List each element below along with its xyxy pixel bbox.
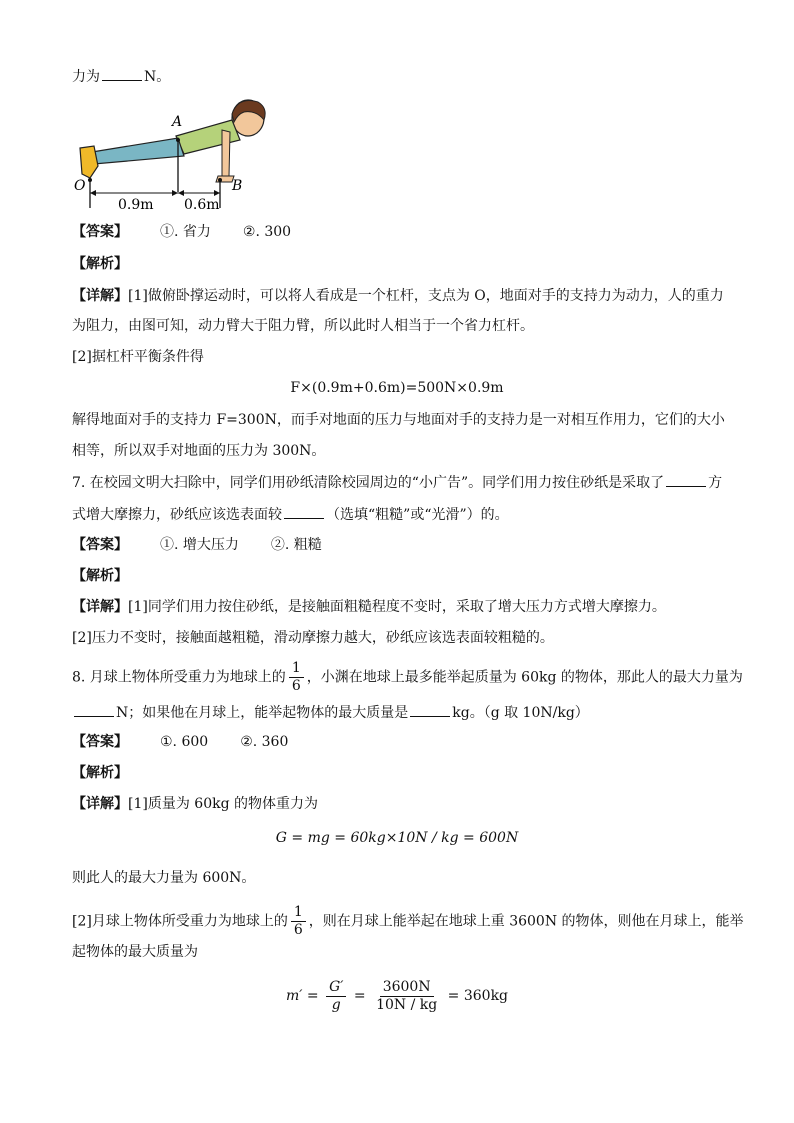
q7-detail-text-1: [1]同学们用力按住砂纸，是接触面粗糙程度不变时，采取了增大压力方式增大摩擦力。 bbox=[128, 599, 666, 615]
q7-answer-1: ①. 增大压力 bbox=[160, 537, 239, 553]
q8-detail-text-3a: [2]月球上物体所受重力为地球上的 bbox=[72, 913, 288, 930]
q8-formula-1: G = mg = 60kg×10N / kg = 600N bbox=[275, 830, 519, 846]
one-sixth-fraction bbox=[291, 904, 306, 939]
q6-formula: F×(0.9m+0.6m)=500N×0.9m bbox=[290, 380, 504, 396]
formula-equals: = bbox=[353, 988, 366, 1004]
q7-stem-line-1 bbox=[72, 472, 722, 493]
detail-tag: 【详解】 bbox=[72, 599, 128, 615]
answer-tag: 【答案】 bbox=[72, 734, 128, 750]
intro-text: 力为 bbox=[72, 69, 100, 85]
q7-detail-line-2: [2]压力不变时，接触面越粗糙，滑动摩擦力越大，砂纸应该选表面较粗糙的。 bbox=[72, 630, 554, 646]
q8-stem-line-2 bbox=[72, 702, 589, 723]
q8-detail-line-1 bbox=[72, 794, 318, 814]
q8-detail-text-1: [1]质量为 60kg 的物体重力为 bbox=[128, 796, 318, 812]
formula-rhs: = 360kg bbox=[447, 988, 509, 1004]
formula-value-fraction bbox=[373, 979, 440, 1014]
q7-answer-2: ②. 粗糙 bbox=[270, 537, 322, 553]
detail-tag: 【详解】 bbox=[72, 288, 128, 304]
detail-tag: 【详解】 bbox=[72, 796, 128, 812]
q6-answer-2: ②. 300 bbox=[242, 224, 292, 240]
answer-tag: 【答案】 bbox=[72, 224, 128, 240]
formula-g-numerator: G′ bbox=[326, 979, 346, 997]
q6-detail-line-1 bbox=[72, 286, 724, 306]
figure-shirt bbox=[176, 120, 240, 154]
analysis-tag: 【解析】 bbox=[72, 568, 128, 584]
arrow-b-left bbox=[214, 190, 220, 196]
q8-answer-1: ①. 600 bbox=[160, 734, 209, 750]
q7-detail-line-1 bbox=[72, 597, 666, 617]
figure-arm bbox=[222, 130, 230, 176]
q7-stem-text-2b: （选填“粗糙”或“光滑”）的。 bbox=[326, 507, 509, 523]
intro-line bbox=[72, 66, 170, 87]
fraction-denominator: 6 bbox=[293, 922, 303, 938]
one-sixth-fraction bbox=[289, 660, 304, 695]
q6-detail-line-5: 相等，所以双手对地面的压力为 300N。 bbox=[72, 443, 326, 459]
q8-stem-text-1a: 8. 月球上物体所受重力为地球上的 bbox=[72, 669, 286, 686]
q7-answer-row bbox=[72, 535, 322, 555]
q6-detail-line-2: 为阻力，由图可知，动力臂大于阻力臂，所以此时人相当于一个省力杠杆。 bbox=[72, 318, 534, 334]
q8-detail-line-4: 起物体的最大质量为 bbox=[72, 944, 198, 960]
q8-stem-text-2a: N；如果他在月球上，能举起物体的最大质量是 bbox=[116, 705, 409, 721]
q8-detail-line-2: 则此人的最大力量为 600N。 bbox=[72, 870, 256, 886]
label-d2: 0.6m bbox=[184, 197, 220, 213]
formula-g-fraction bbox=[326, 979, 346, 1014]
formula-denominator: 10N / kg bbox=[376, 996, 438, 1013]
q8-answer-2: ②. 360 bbox=[240, 734, 289, 750]
q6-answer-row bbox=[72, 222, 291, 242]
figure-legs bbox=[92, 138, 184, 164]
q8-stem-text-2b: kg。（g 取 10N/kg） bbox=[452, 705, 589, 721]
q8-blank-1 bbox=[74, 702, 114, 717]
pushup-figure bbox=[72, 96, 292, 216]
q8-blank-2 bbox=[410, 702, 450, 717]
q7-blank-1 bbox=[666, 472, 706, 487]
q7-stem-line-2 bbox=[72, 504, 509, 525]
q8-stem-text-1b: ，小渊在地球上最多能举起质量为 60kg 的物体，那此人的最大力量为 bbox=[306, 669, 743, 686]
q8-detail-text-3b: ，则在月球上能举起在地球上重 3600N 的物体，则他在月球上，能举 bbox=[308, 913, 744, 930]
figure-shoes bbox=[80, 146, 98, 178]
q8-detail-line-3 bbox=[72, 904, 744, 939]
q6-answer-1: ①. 省力 bbox=[160, 224, 211, 240]
analysis-tag: 【解析】 bbox=[72, 765, 128, 781]
arrow-o-right bbox=[90, 190, 96, 196]
fraction-denominator: 6 bbox=[291, 678, 301, 694]
label-d1: 0.9m bbox=[118, 197, 154, 213]
q7-stem-text-2a: 式增大摩擦力，砂纸应该选表面较 bbox=[72, 507, 282, 523]
formula-lhs: m′ = bbox=[285, 988, 319, 1004]
q8-formula-2 bbox=[0, 976, 794, 1016]
intro-unit: N。 bbox=[144, 69, 171, 85]
q6-detail-text-1: [1]做俯卧撑运动时，可以将人看成是一个杠杆，支点为 O，地面对手的支持力为动力，人的重力 bbox=[128, 288, 724, 304]
arrow-a-right bbox=[178, 190, 184, 196]
q8-stem-line-1 bbox=[72, 660, 743, 695]
point-a-dot bbox=[176, 138, 180, 142]
q6-detail-line-4: 解得地面对手的支持力 F=300N，而手对地面的压力与地面对手的支持力是一对相互作用力，它们的大小 bbox=[72, 412, 725, 428]
point-o-dot bbox=[88, 178, 92, 182]
formula-g-denominator: g bbox=[331, 996, 341, 1013]
q7-stem-text-1b: 方 bbox=[708, 475, 723, 491]
q7-stem-text-1a: 7. 在校园文明大扫除中，同学们用砂纸清除校园周边的“小广告”。同学们用力按住砂纸是采取了 bbox=[72, 475, 665, 491]
answer-blank bbox=[102, 66, 142, 81]
answer-tag: 【答案】 bbox=[72, 537, 128, 553]
q6-detail-line-3: [2]据杠杆平衡条件得 bbox=[72, 349, 204, 365]
q7-blank-2 bbox=[284, 504, 324, 519]
formula-numerator: 3600N bbox=[380, 979, 434, 997]
q8-answer-row bbox=[72, 732, 288, 752]
point-b-dot bbox=[218, 178, 222, 182]
label-b: B bbox=[232, 178, 243, 194]
analysis-tag: 【解析】 bbox=[72, 256, 128, 272]
fraction-numerator: 1 bbox=[289, 660, 304, 678]
label-o: O bbox=[74, 178, 86, 194]
label-a: A bbox=[172, 114, 183, 130]
arrow-a-left bbox=[172, 190, 178, 196]
fraction-numerator: 1 bbox=[291, 904, 306, 922]
